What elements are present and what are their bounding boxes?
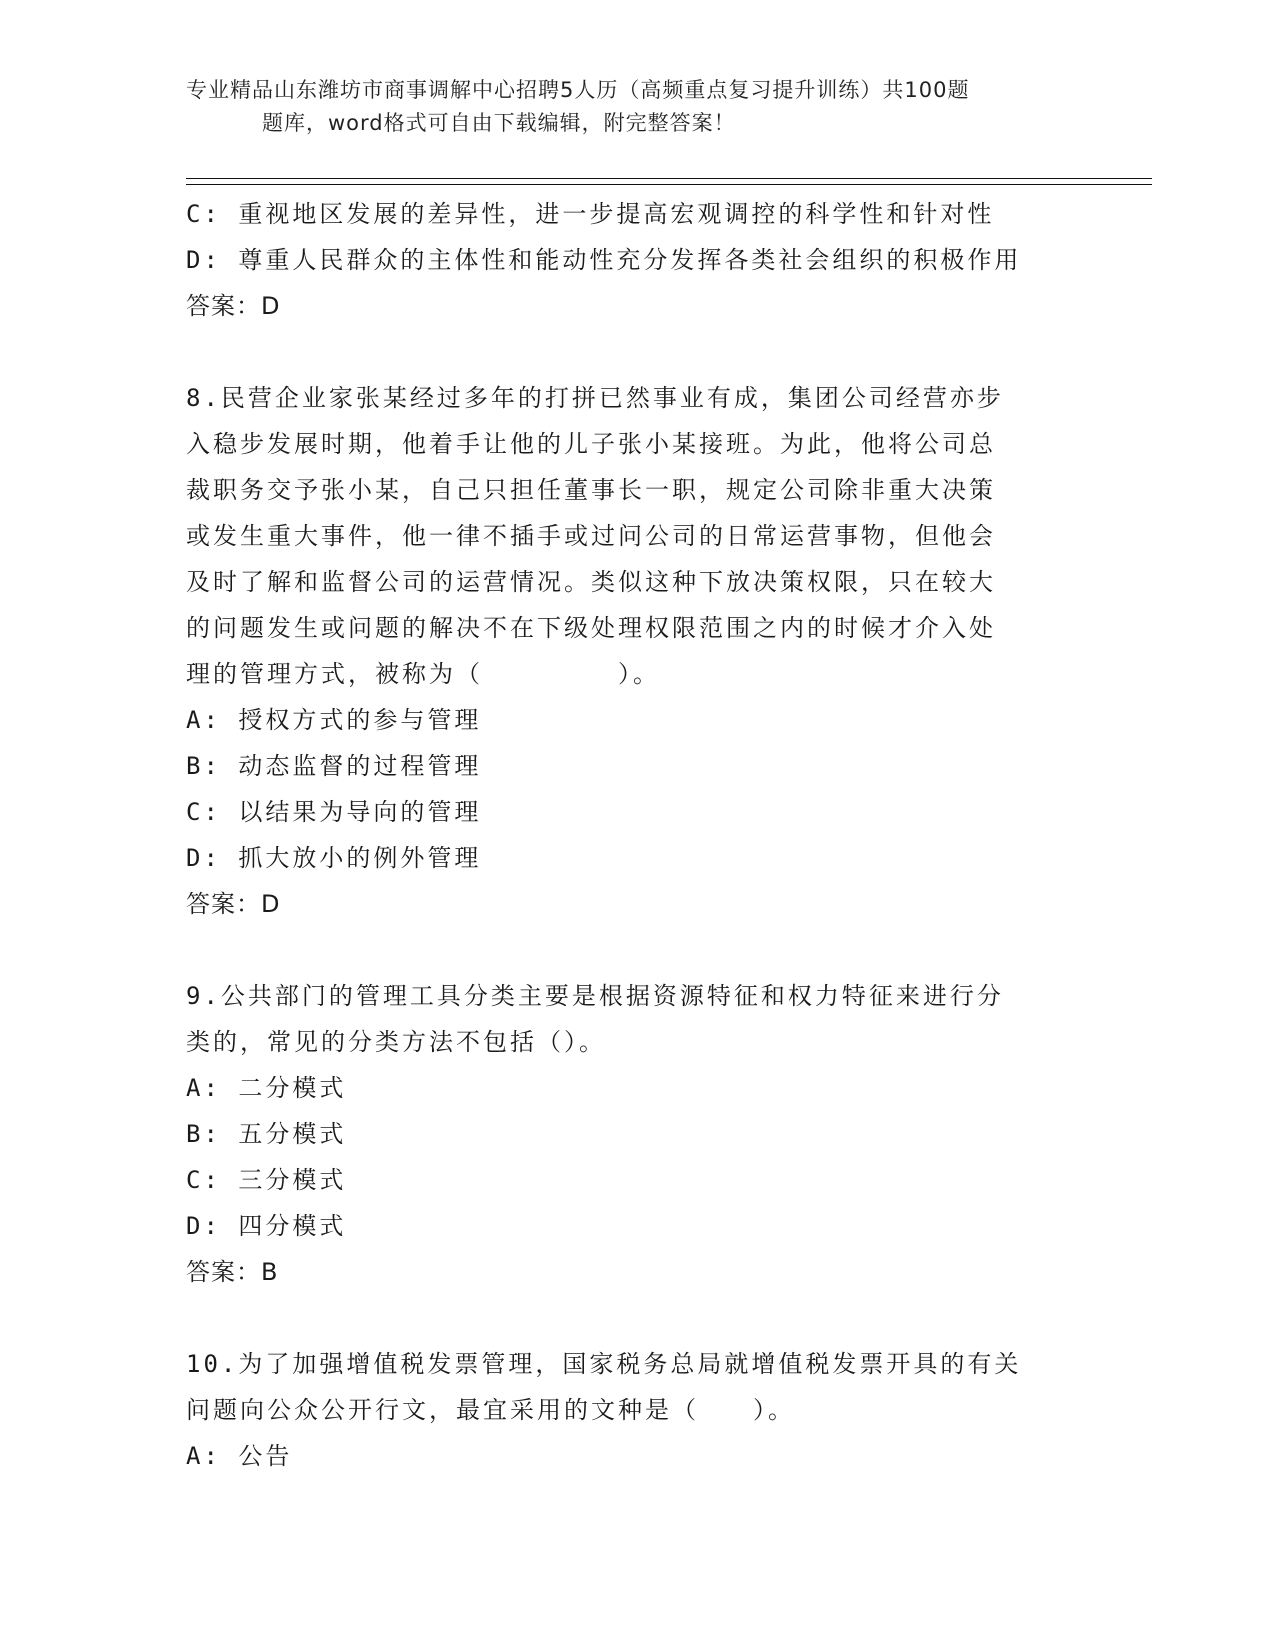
document-header bbox=[186, 74, 1086, 140]
q10-stem-line: 问题向公众公开行文，最宜采用的文种是（ ）。 bbox=[186, 1396, 795, 1424]
q8-stem-line: 的问题发生或问题的解决不在下级处理权限范围之内的时候才介入处 bbox=[186, 614, 996, 642]
q8-answer: 答案：D bbox=[186, 890, 281, 918]
q9-option-b: B: 五分模式 bbox=[186, 1120, 347, 1148]
q10-stem-line: 10.为了加强增值税发票管理，国家税务总局就增值税发票开具的有关 bbox=[186, 1350, 1022, 1378]
q8-stem-line: 入稳步发展时期，他着手让他的儿子张小某接班。为此，他将公司总 bbox=[186, 430, 996, 458]
header-rule-bottom bbox=[186, 184, 1152, 185]
question-body bbox=[186, 191, 1086, 1479]
q9-stem-line: 类的，常见的分类方法不包括（）。 bbox=[186, 1028, 606, 1056]
q7-answer: 答案：D bbox=[186, 292, 281, 320]
q8-stem-line: 8.民营企业家张某经过多年的打拼已然事业有成，集团公司经营亦步 bbox=[186, 384, 1004, 412]
q9-answer: 答案：B bbox=[186, 1258, 279, 1286]
q8-stem-line: 裁职务交予张小某，自己只担任董事长一职，规定公司除非重大决策 bbox=[186, 476, 996, 504]
header-rule-top bbox=[186, 178, 1152, 179]
q8-option-d: D: 抓大放小的例外管理 bbox=[186, 844, 482, 872]
spacer bbox=[186, 927, 1086, 973]
q8-stem-line: 或发生重大事件，他一律不插手或过问公司的日常运营事物，但他会 bbox=[186, 522, 996, 550]
q8-option-b: B: 动态监督的过程管理 bbox=[186, 752, 482, 780]
q9-option-c: C: 三分模式 bbox=[186, 1166, 347, 1194]
q8-stem-line: 理的管理方式，被称为（ ）。 bbox=[186, 660, 660, 688]
header-title-line-2: 题库，word格式可自由下载编辑，附完整答案！ bbox=[262, 111, 736, 135]
spacer bbox=[186, 329, 1086, 375]
q9-option-a: A: 二分模式 bbox=[186, 1074, 347, 1102]
spacer bbox=[186, 1295, 1086, 1341]
q8-option-a: A: 授权方式的参与管理 bbox=[186, 706, 482, 734]
q7-option-c: C: 重视地区发展的差异性，进一步提高宏观调控的科学性和针对性 bbox=[186, 200, 995, 228]
q7-option-d: D: 尊重人民群众的主体性和能动性充分发挥各类社会组织的积极作用 bbox=[186, 246, 1022, 274]
q10-option-a: A: 公告 bbox=[186, 1442, 293, 1470]
header-title-line-1: 专业精品山东潍坊市商事调解中心招聘5人历（高频重点复习提升训练）共100题 bbox=[186, 78, 970, 102]
q8-stem-line: 及时了解和监督公司的运营情况。类似这种下放决策权限，只在较大 bbox=[186, 568, 996, 596]
q9-stem-line: 9.公共部门的管理工具分类主要是根据资源特征和权力特征来进行分 bbox=[186, 982, 1004, 1010]
q9-option-d: D: 四分模式 bbox=[186, 1212, 347, 1240]
q8-option-c: C: 以结果为导向的管理 bbox=[186, 798, 482, 826]
